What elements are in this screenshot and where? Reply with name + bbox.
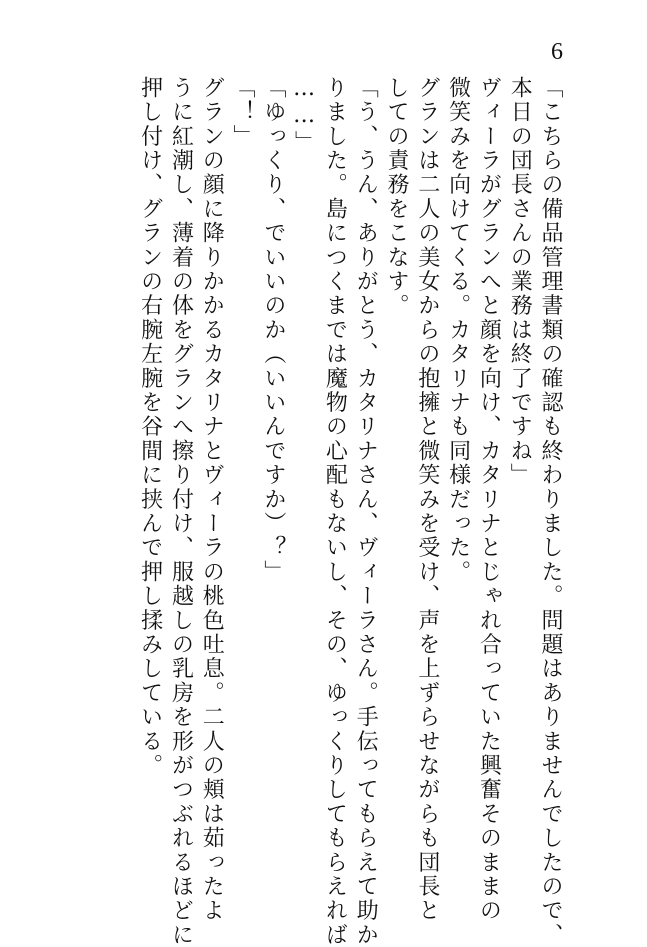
- text-line: 「こちらの備品管理書類の確認も終わりました。問題はありませんでしたので、: [538, 76, 563, 947]
- text-line: しての責務をこなす。: [384, 76, 410, 318]
- text-line: グランの顔に降りかかるカタリナとヴィーラの桃色吐息。二人の頬は茹ったよ: [199, 76, 225, 923]
- text-line: 本日の団長さんの業務は終了ですね」: [507, 76, 533, 488]
- vertical-body-text: [134, 76, 565, 947]
- text-line: ……」: [291, 76, 317, 155]
- text-line: グランは二人の美女からの抱擁と微笑みを受け、声を上ずらせながらも団長と: [414, 76, 440, 923]
- text-line: ヴィーラがグランへと顔を向け、カタリナとじゃれ合っていた興奮そのままの: [476, 76, 502, 923]
- text-line: 押し付け、グランの右腕左腕を谷間に挟んで押し揉みしている。: [137, 76, 163, 778]
- text-line: 「う、うん、ありがとう、カタリナさん、ヴィーラさん。手伝ってもらえて助か: [353, 76, 379, 947]
- text-line: りました。島につくまでは魔物の心配もないし、その、ゆっくりしてもらえれば: [322, 76, 348, 947]
- page-number: 6: [551, 39, 563, 65]
- text-line: 微笑みを向けてくる。カタリナも同様だった。: [445, 76, 471, 585]
- text-line: 「！」: [230, 76, 256, 149]
- text-line: うに紅潮し、薄着の体をグランへ擦り付け、服越しの乳房を形がつぶれるほどに: [168, 76, 194, 947]
- text-line: 「ゆっくり、でいいのか（いいんですか）？」: [260, 76, 286, 585]
